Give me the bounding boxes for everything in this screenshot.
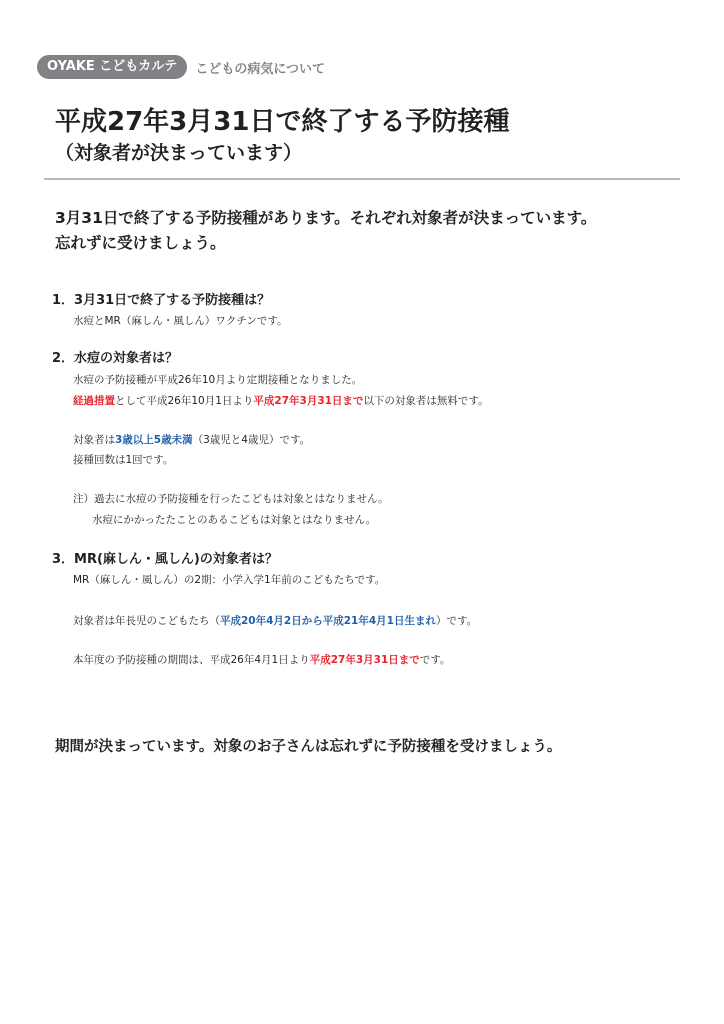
text-fragment: （3歳児と4歳児）です。: [192, 434, 311, 446]
section-3-line: [73, 613, 477, 629]
section-2-line: [73, 393, 489, 409]
section-3-line: [73, 652, 450, 668]
brand-badge: OYAKE こどもカルテ: [37, 55, 187, 79]
text-fragment: 本年度の予防接種の期間は、平成26年4月1日より: [73, 654, 310, 666]
header: [37, 55, 325, 79]
deadline-highlight: 平成27年3月31日まで: [253, 395, 364, 407]
page-title: 平成27年3月31日で終了する予防接種: [55, 107, 510, 137]
section-3-line: MR（麻しん・風しん）の2期：小学入学1年前のこどもたちです。: [73, 574, 386, 586]
page-subtitle: （対象者が決まっています）: [55, 142, 303, 164]
title-divider: [44, 178, 680, 180]
intro: [55, 206, 705, 256]
section-2-question: 2．水痘の対象者は？: [52, 351, 179, 366]
intro-line: 3月31日で終了する予防接種があります。それぞれ対象者が決まっています。: [55, 209, 597, 227]
section-3-question: 3．MR(麻しん・風しん)の対象者は？: [52, 552, 278, 567]
deadline-highlight: 平成27年3月31日まで: [309, 654, 420, 666]
category-label: こどもの病気について: [195, 61, 326, 77]
section-1-question: 1．3月31日で終了する予防接種は？: [52, 293, 271, 308]
section-1-answer: 水痘とMR（麻しん・風しん）ワクチンです。: [73, 315, 288, 327]
section-2-line: 水痘の予防接種が平成26年10月より定期接種となりました。: [73, 374, 363, 386]
text-fragment: 対象者は: [73, 434, 115, 446]
text-fragment: ）です。: [435, 615, 478, 627]
birthdate-range-highlight: 平成20年4月2日から平成21年4月1日生まれ: [220, 615, 436, 627]
intro-line: 忘れずに受けましょう。: [55, 234, 226, 252]
section-2-note: 水痘にかかったたことのあるこどもは対象とはなりません。: [92, 514, 377, 526]
transitional-measure-highlight: 経過措置: [73, 395, 115, 407]
section-2-note: 注）過去に水痘の予防接種を行ったこどもは対象とはなりません。: [73, 493, 389, 505]
section-2-line: 接種回数は1回です。: [73, 454, 174, 466]
section-2-line: [73, 432, 310, 448]
age-range-highlight: 3歳以上5歳未満: [115, 434, 193, 446]
text-fragment: 以下の対象者は無料です。: [363, 395, 489, 407]
closing-message: 期間が決まっています。対象のお子さんは忘れずに予防接種を受けましょう。: [55, 739, 562, 755]
text-fragment: 対象者は年長児のこどもたち（: [73, 615, 220, 627]
text-fragment: です。: [419, 654, 451, 666]
text-fragment: として平成26年10月1日より: [115, 395, 254, 407]
